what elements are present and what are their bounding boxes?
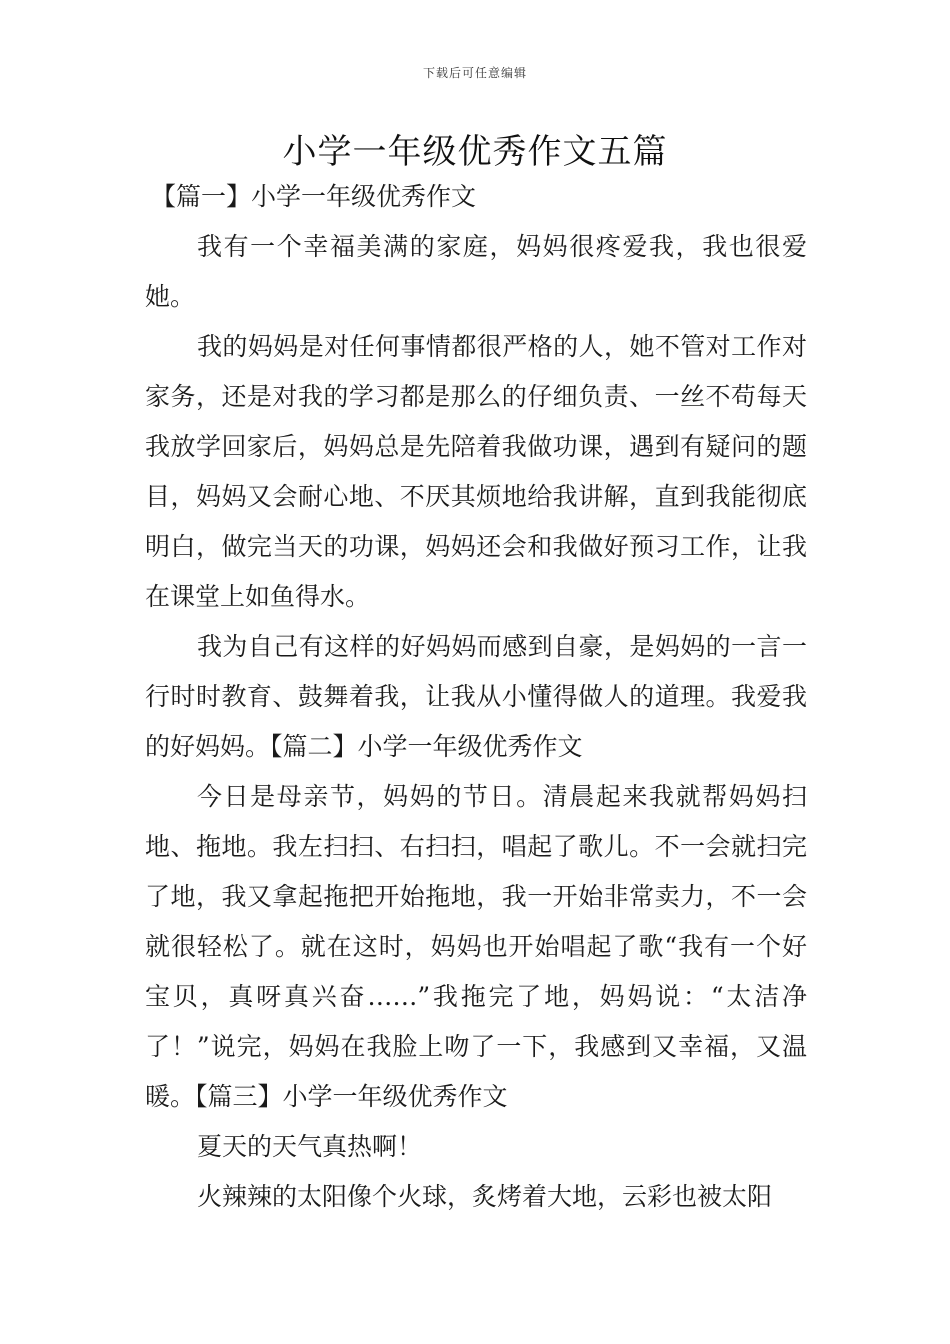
header-note: 下载后可任意编辑 <box>422 66 527 80</box>
section-heading-1: 【篇一】小学一年级优秀作文 <box>151 182 477 211</box>
paragraph: 火辣辣的太阳像个火球，炙烤着大地，云彩也被太阳 <box>197 1182 773 1211</box>
paragraph: 我有一个幸福美满的家庭，妈妈很疼爱我，我也很爱她。 <box>145 232 807 311</box>
paragraph: 今日是母亲节，妈妈的节日。清晨起来我就帮妈妈扫地、拖地。我左扫扫、右扫扫，唱起了歌儿。不一会就扫完了地，我又拿起拖把开始拖地，我一开始非常卖力，不一会就很轻松了。就在这时，妈妈也开始唱起了歌“我有一个好宝贝，真呀真兴奋……”我拖完了地，妈妈说：“太洁净了！”说完，妈妈在我脸上吻了一下，我感到又幸福，又温暖。【篇三】小学一年级优秀作文 <box>145 782 807 1111</box>
paragraph: 夏天的天气真热啊！ <box>197 1132 423 1161</box>
document-title: 小学一年级优秀作文五篇 <box>282 132 668 172</box>
paragraph: 我为自己有这样的好妈妈而感到自豪，是妈妈的一言一行时时教育、鼓舞着我，让我从小懂得做人的道理。我爱我的好妈妈。【篇二】小学一年级优秀作文 <box>145 632 807 761</box>
document-body <box>145 172 807 1222</box>
paragraph: 我的妈妈是对任何事情都很严格的人，她不管对工作对家务，还是对我的学习都是那么的仔细负责、一丝不苟每天我放学回家后，妈妈总是先陪着我做功课，遇到有疑问的题目，妈妈又会耐心地、不厌其烦地给我讲解，直到我能彻底明白，做完当天的功课，妈妈还会和我做好预习工作，让我在课堂上如鱼得水。 <box>145 332 807 611</box>
